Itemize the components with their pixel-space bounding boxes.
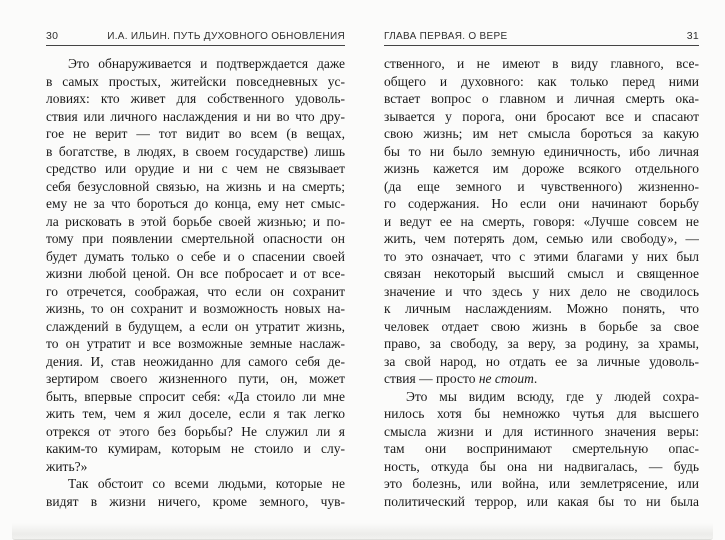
text-line: право, за свободу, за веру, за родину, за храмы, xyxy=(384,336,699,351)
text-line: каким-то кумирам, которым не стоило и слу- xyxy=(46,441,345,456)
text-line: быть, впервые спросит себя: «Да стоило ли мне xyxy=(46,388,345,404)
right-page-header xyxy=(384,30,699,46)
text-line: жить?» xyxy=(46,458,88,474)
left-page-text xyxy=(46,55,345,510)
text-line: политический террор, или какая бы то ни была xyxy=(384,493,699,509)
text-line: го содержания. Но если они начинают борьбу xyxy=(384,196,699,211)
text-line: то он утратит и все возможные земные наслаж- xyxy=(46,336,345,351)
text-line: дения. И, став неожиданно для самого себя де- xyxy=(46,353,345,369)
text-line: это болезнь, или война, или землетрясение, или xyxy=(384,476,699,491)
left-running-title: И.А. ИЛЬИН. ПУТЬ ДУХОВНОГО ОБНОВЛЕНИЯ xyxy=(107,31,345,42)
left-page-header xyxy=(46,30,345,46)
text-segment: . xyxy=(533,371,538,386)
left-page xyxy=(46,30,345,510)
text-line: человек отдает свою жизнь в борьбе за свое xyxy=(384,318,699,334)
text-line: то это означает, что с этими благами у них был xyxy=(384,248,699,264)
text-line: слаждений в будущем, а если он утратит жизнь, xyxy=(46,318,345,334)
right-page-text xyxy=(384,55,699,510)
text-line: зывается у порога, они бросают все и спасают xyxy=(384,108,699,124)
text-line: за свой народ, но отдать ее за личные удоволь- xyxy=(384,353,699,369)
text-line xyxy=(384,370,699,388)
text-segment: ствия — просто xyxy=(384,371,479,386)
text-line: будет думать только о себе и о спасении своей xyxy=(46,248,345,264)
text-line: и ведут ее на смерть, говоря: «Лучше совсем не xyxy=(384,213,699,229)
text-line: Так обстоит со всеми людьми, которые не xyxy=(68,476,345,491)
left-page-number: 30 xyxy=(46,30,59,42)
text-line: себя безусловной связью, на жизнь и на смерть; xyxy=(46,178,345,194)
text-line: в богатстве, в людях, в своем государстве) лишь xyxy=(46,143,345,159)
text-line: нилось хотя бы немножко чутья для высшего xyxy=(384,406,699,421)
text-line: значение и что здесь у них дело не сводилось xyxy=(384,283,699,299)
text-line: ственного, и не имеют в виду главного, все- xyxy=(384,56,699,71)
text-line: общего и духовного: как только перед ними xyxy=(384,73,699,89)
text-line: тому при появлении смертельной опасности он xyxy=(46,231,345,246)
text-line: жить, чем потерять дом, семью или свободу», — xyxy=(384,231,699,246)
right-page-number: 31 xyxy=(686,30,699,42)
text-line: (да еще земного и чувственного) жизненно- xyxy=(384,178,699,194)
right-page xyxy=(384,30,699,510)
text-line: средство или орудие и ни с чем не связывает xyxy=(46,161,345,176)
text-line: жизнь, то он сохранит и возможность новых на- xyxy=(46,301,345,316)
right-running-title: ГЛАВА ПЕРВАЯ. О ВЕРЕ xyxy=(384,31,508,42)
italic-text-segment: не стоит xyxy=(478,371,534,386)
text-line: ему не за что бороться до конца, ему нет смыс- xyxy=(46,196,345,211)
text-line: к личным наслаждениям. Можно понять, что xyxy=(384,301,699,316)
text-line: связан некоторый высший смысл и священное xyxy=(384,266,699,281)
text-line: в самых простых, житейски повседневных ус- xyxy=(46,73,345,89)
text-line: отрекся от этого без борьбы? Не служил ли я xyxy=(46,423,345,439)
text-line: смысла жизни и для истинного значения веры: xyxy=(384,423,699,439)
text-line: жить тем, чем я жил доселе, если я так легко xyxy=(46,406,345,421)
text-line: Это обнаруживается и подтверждается даже xyxy=(68,56,345,71)
text-line: го отречется, соображая, что если он сохранит xyxy=(46,283,345,299)
text-line: видят в жизни ничего, кроме земного, чув- xyxy=(46,493,345,509)
text-line: встает вопрос о главном и личная смерть ока- xyxy=(384,91,699,106)
text-line: жизни любой ценой. Он все побросает и от все- xyxy=(46,266,345,281)
text-line: ствия или личного наслаждения и ни во что дру- xyxy=(46,108,345,124)
text-line: ность, откуда бы она ни надвигалась, — будь xyxy=(384,458,699,474)
text-line: зертиром своего жизненного пути, он, может xyxy=(46,371,345,386)
text-line: свою жизнь; им нет смысла бороться за какую xyxy=(384,126,699,141)
text-line: жизнь кажется им дороже всякого отдельного xyxy=(384,161,699,176)
text-line: ловиях: кто живет для собственного удоволь- xyxy=(46,91,345,106)
text-line: гое не верит — тот видит во всем (в вещах, xyxy=(46,126,345,141)
text-line: бы то ни было земную единичность, ибо личная xyxy=(384,143,699,159)
page-bottom-edge xyxy=(12,523,713,540)
text-line: там они воспринимают смертельную опас- xyxy=(384,441,699,456)
text-line: ла рисковать в этой борьбе своей жизнью; и по- xyxy=(46,213,345,229)
text-line: Это мы видим всюду, где у людей сохра- xyxy=(406,388,699,404)
